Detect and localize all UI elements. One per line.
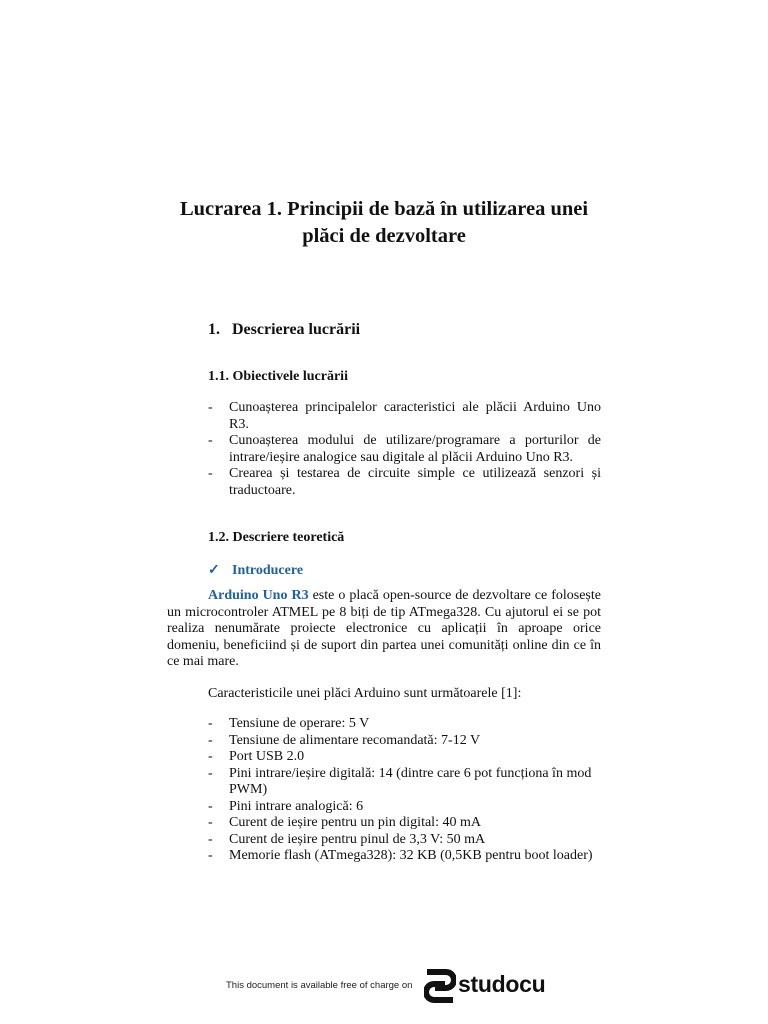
list-item: - Pini intrare/ieșire digitală: 14 (dintre care 6 pot funcționa în mod PWM)	[208, 765, 592, 797]
footer-banner	[0, 968, 768, 1004]
objectives-heading: 1.1. Obiectivele lucrării	[208, 369, 348, 384]
list-item: - Memorie flash (ATmega328): 32 KB (0,5KB pentru boot loader)	[208, 848, 593, 863]
list-item: - Cunoașterea modului de utilizare/programare a porturilor de intrare/ieșire analogice sau digitale al plăcii Arduino Uno R3.	[208, 433, 601, 465]
list-item: - Cunoașterea principalelor caracteristici ale plăcii Arduino Uno R3.	[208, 400, 601, 432]
list-marker: -	[208, 400, 213, 415]
list-marker: -	[208, 466, 213, 481]
theory-heading: 1.2. Descriere teoretică	[208, 530, 345, 545]
list-item: - Tensiune de operare: 5 V	[208, 716, 370, 731]
specs-list	[208, 716, 601, 865]
list-item: - Curent de ieșire pentru pinul de 3,3 V: 50 mA	[208, 831, 486, 847]
list-item: - Port USB 2.0	[208, 749, 305, 764]
list-marker: -	[208, 732, 213, 748]
list-marker: -	[208, 749, 213, 764]
title-line-1: Lucrarea 1. Principii de bază în utilizarea unei	[179, 198, 589, 220]
intro-subheading	[208, 562, 303, 579]
list-item: - Tensiune de alimentare recomandată: 7-12 V	[208, 732, 481, 748]
list-marker: -	[208, 831, 213, 847]
footer-text: This document is available free of charge on	[226, 980, 413, 991]
intro-label: Introducere	[232, 563, 304, 578]
section-number: 1.	[208, 321, 220, 338]
arduino-link[interactable]: Arduino Uno R3	[208, 588, 309, 603]
studocu-brand[interactable]: studocu	[458, 971, 546, 997]
section-label: Descrierea lucrării	[232, 321, 361, 338]
intro-paragraph: Arduino Uno R3 este o placă open-source de dezvoltare ce folosește un microcontroler ATMEL pe 8 biți de tip ATmega328. Cu ajutorul ei se pot realiza nenumărate proiecte electronice cu aplicații în aproape orice domeniu, beneficiind și de suport din partea unei comunități online din ce în ce mai mare.	[167, 588, 601, 669]
list-marker: -	[208, 798, 213, 814]
list-marker: -	[208, 716, 213, 731]
list-item: - Pini intrare analogică: 6	[208, 798, 364, 814]
section-heading	[208, 321, 360, 339]
specs-intro: Caracteristicile unei plăci Arduino sunt următoarele [1]:	[208, 686, 522, 701]
title-line-2: plăci de dezvoltare	[302, 225, 466, 247]
list-item: - Crearea și testarea de circuite simple ce utilizează senzori și traductoare.	[208, 466, 601, 498]
studocu-logo-icon[interactable]	[424, 968, 456, 1004]
list-marker: -	[208, 815, 213, 830]
checkmark-icon: ✓	[208, 563, 220, 578]
list-marker: -	[208, 765, 213, 781]
list-marker: -	[208, 848, 213, 863]
list-item: - Curent de ieșire pentru un pin digital: 40 mA	[208, 815, 481, 830]
objectives-list	[208, 400, 601, 499]
list-marker: -	[208, 433, 213, 448]
page-title	[0, 196, 768, 250]
